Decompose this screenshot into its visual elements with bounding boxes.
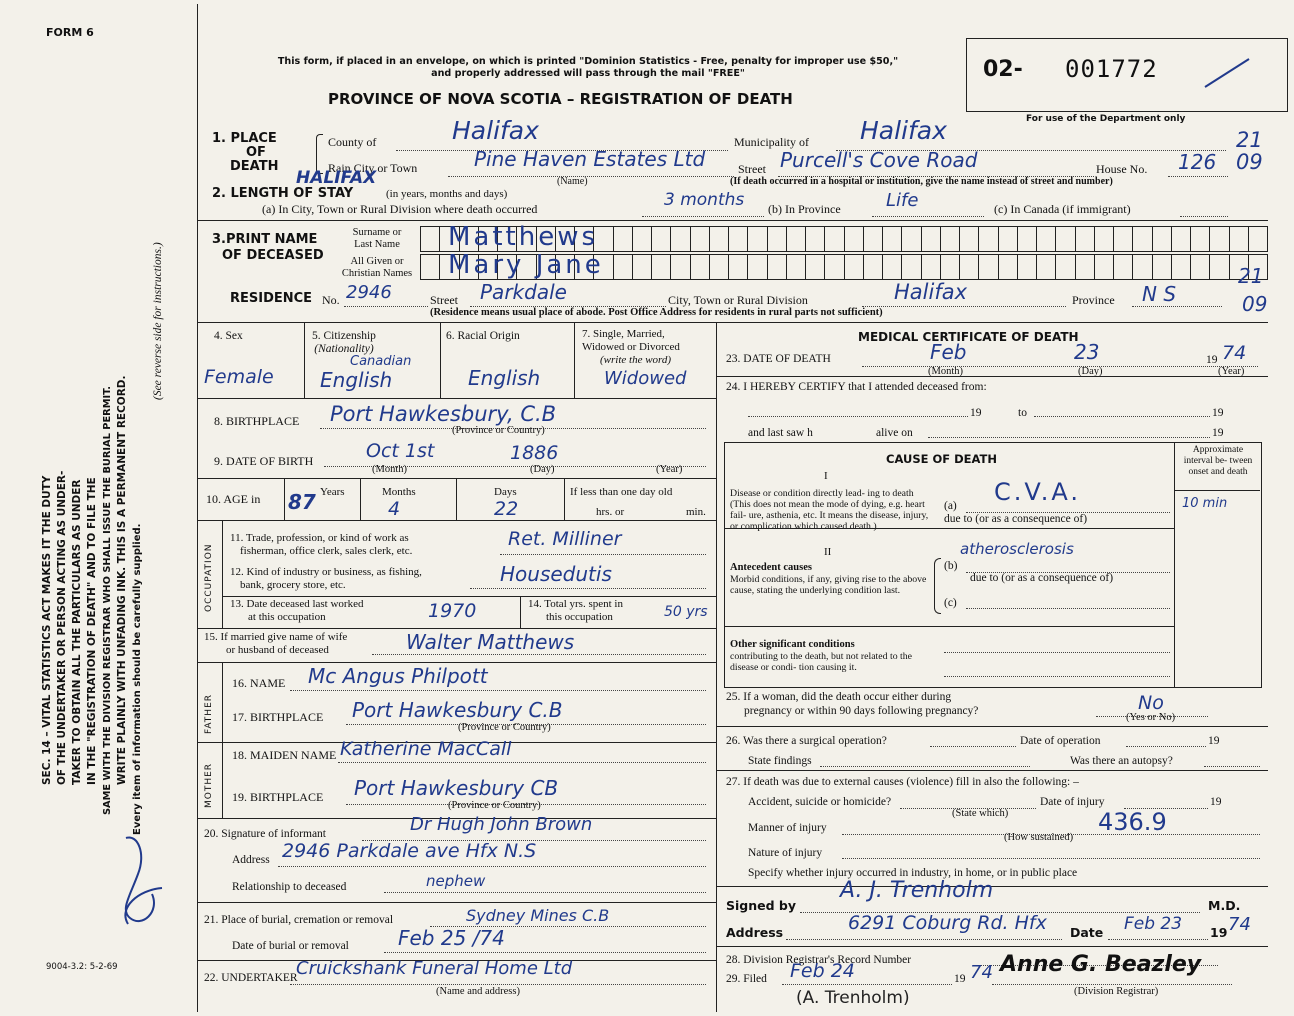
last-saw-label: and last saw h	[748, 427, 813, 439]
margin-signature-mark	[108, 828, 178, 938]
classification-code: 436.9	[1098, 808, 1167, 836]
father-name-value: Mc Angus Philpott	[308, 664, 488, 688]
dept-code-3: 21	[1238, 264, 1264, 288]
death-day-value: 23	[1074, 340, 1100, 364]
father-birthplace-label: 17. BIRTHPLACE	[232, 710, 324, 724]
age-days-label: Days	[494, 486, 517, 498]
surname-label: Surname or Last Name	[352, 227, 402, 250]
mother-birthplace-sublabel: (Province or Country)	[448, 800, 541, 811]
other-split-rule	[724, 626, 1174, 627]
manner-label: Manner of injury	[748, 822, 827, 834]
row23-bottom-rule	[716, 376, 1268, 377]
county-label: County of	[328, 135, 377, 149]
sex-divider	[304, 322, 305, 398]
total-years-label: 14. Total yrs. spent in this occupation	[528, 598, 623, 623]
row20-bottom-rule	[198, 902, 716, 903]
stay-b-label: (b) In Province	[768, 202, 841, 216]
residence-province-line	[1132, 306, 1222, 307]
trade-line	[500, 554, 706, 555]
stay-c-line	[1180, 216, 1228, 217]
registration-number: 001772	[1065, 55, 1158, 83]
trade-value: Ret. Milliner	[508, 528, 622, 550]
residence-street-value: Parkdale	[480, 280, 567, 304]
father-vertical-label: FATHER	[204, 693, 214, 734]
cause-split-rule	[724, 528, 1174, 529]
municipality-label: Municipality of	[734, 135, 809, 149]
stay-b-line	[872, 216, 984, 217]
undertaker-line	[290, 984, 706, 985]
death-date-label: 23. DATE OF DEATH	[726, 353, 831, 365]
residence-city-line	[862, 306, 1066, 307]
row4-bottom-rule	[198, 398, 716, 399]
mother-vertical-label: MOTHER	[204, 762, 214, 808]
cert-date-value: Feb 23	[1124, 914, 1183, 934]
nature-label: Nature of injury	[748, 847, 823, 859]
registration-check-mark	[1197, 53, 1257, 93]
side-instruction-line5: SAME WITH THE DIVISION REGISTRAR WHO SHALL ISSUE THE BURIAL PERMIT.	[102, 385, 113, 815]
relationship-value: nephew	[426, 872, 486, 890]
other-line-2	[944, 676, 1170, 677]
registrar-label: (Division Registrar)	[1074, 986, 1159, 997]
age-div-1	[284, 478, 285, 520]
stay-sublabel: (in years, months and days)	[386, 188, 508, 200]
residence-street-label: Street	[430, 293, 458, 307]
row26-bottom-rule	[716, 770, 1268, 771]
cert-date-label: Date	[1070, 925, 1104, 940]
informant-address-label: Address	[232, 854, 270, 866]
dob-year-label: (Year)	[656, 464, 683, 475]
antecedent-bracket	[934, 558, 941, 614]
q26-label: 26. Was there a surgical operation?	[726, 735, 887, 747]
cert-date-line	[1108, 939, 1208, 940]
cause-b-value: atherosclerosis	[960, 540, 1074, 558]
mother-maiden-line	[338, 762, 706, 763]
deceased-label: 3.PRINT NAME OF DECEASED	[212, 232, 324, 263]
cert-19: 19	[1210, 925, 1228, 940]
burial-place-value: Sydney Mines C.B	[466, 906, 610, 925]
q27-label: 27. If death was due to external causes (violence) fill in also the following: –	[726, 776, 1079, 788]
undertaker-sublabel: (Name and address)	[436, 986, 520, 997]
age-years-label: Years	[320, 486, 345, 498]
print-code: 9004-3.2: 5-2-69	[46, 962, 118, 972]
county-value: Halifax	[452, 116, 539, 145]
disease-label: Disease or condition directly lead- ing to death (This does not mean the mode of dying, e.g. heart fail- ure, asthenia, etc. It means the disease, injury, or complication which caused death.)	[730, 488, 929, 532]
row9-bottom-rule	[198, 478, 716, 479]
dob-month-label: (Month)	[372, 464, 407, 475]
registration-number-box	[966, 38, 1288, 112]
undertaker-label: 22. UNDERTAKER	[204, 972, 298, 984]
burial-date-label: Date of burial or removal	[232, 940, 349, 952]
burial-date-value: Feb 25 /74	[398, 926, 505, 950]
burial-place-label: 21. Place of burial, cremation or removal	[204, 914, 394, 926]
industry-line	[470, 588, 706, 589]
racial-value: English	[468, 366, 541, 390]
dob-label: 9. DATE OF BIRTH	[214, 454, 314, 468]
min-label: min.	[686, 506, 706, 518]
informant-signature-label: 20. Signature of informant	[204, 828, 327, 840]
trade-label: 11. Trade, profession, or kind of work as fisherman, office clerk, sales clerk, etc.	[230, 532, 413, 557]
age-div-4	[564, 478, 565, 520]
cause-b-label: (b)	[944, 560, 958, 572]
antecedent-label: Antecedent causes	[730, 562, 812, 573]
total-years-value: 50 yrs	[664, 604, 708, 620]
due-to-label-1: due to (or as a consequence of)	[944, 513, 1088, 525]
residence-no-line	[344, 306, 428, 307]
side-instruction-line4: IN THE "REGISTRATION OF DEATH" AND TO FILE THE	[86, 477, 98, 785]
margin-initial	[108, 828, 178, 938]
residence-city-value: Halifax	[894, 280, 968, 304]
marital-label: 7. Single, Married, Widowed or Divorced (write the word)	[582, 328, 680, 366]
main-grid-top-rule	[198, 322, 1268, 323]
age-months-value: 4	[388, 498, 401, 520]
signed-bottom-rule	[716, 946, 1268, 947]
md-label: M.D.	[1208, 898, 1241, 913]
death-year-label: (Year)	[1218, 366, 1245, 377]
q29-label: 29. Filed	[726, 973, 767, 985]
father-side-divider	[222, 662, 223, 742]
death-date-line	[862, 366, 1258, 367]
informant-address-value: 2946 Parkdale ave Hfx N.S	[282, 840, 537, 862]
dob-year-value: 1886	[510, 442, 559, 464]
racial-divider	[574, 322, 575, 398]
informant-signature-value: Dr Hugh John Brown	[410, 814, 593, 835]
last-worked-value: 1970	[428, 600, 477, 622]
spouse-line	[372, 654, 706, 655]
birthplace-label: 8. BIRTHPLACE	[214, 414, 300, 428]
side-instruction-line7: Every item of information should be carefully supplied.	[132, 523, 143, 835]
citizenship-value: English	[320, 368, 393, 392]
racial-label: 6. Racial Origin	[446, 330, 520, 342]
citizenship-over: Canadian	[350, 354, 412, 369]
row10-bottom-rule	[198, 520, 716, 521]
autopsy-label: Was there an autopsy?	[1070, 755, 1173, 767]
father-birthplace-value: Port Hawkesbury C.B	[352, 698, 563, 722]
residence-province-value: N S	[1142, 282, 1177, 306]
undertaker-value: Cruickshank Funeral Home Ltd	[296, 958, 573, 979]
institution-name-sublabel: (Name)	[557, 176, 588, 187]
q29-line	[782, 984, 952, 985]
given-label: All Given or Christian Names	[341, 256, 413, 279]
house-value: 126	[1178, 150, 1217, 174]
father-birthplace-sublabel: (Province or Country)	[458, 722, 551, 733]
street-label: Street	[738, 162, 766, 176]
house-line	[1168, 176, 1228, 177]
occupation-side-divider	[222, 520, 223, 628]
institution-note: (If death occurred in a hospital or institution, give the name instead of street and number)	[730, 176, 1113, 187]
death-year-prefix: 19	[1206, 354, 1218, 366]
institution-value: Pine Haven Estates Ltd	[474, 147, 706, 171]
physician-address-line	[786, 939, 1062, 940]
yes-no-label: (Yes or No)	[1126, 712, 1176, 723]
specify-label: Specify whether injury occurred in industry, in home, or in public place	[748, 867, 1078, 879]
occupation-13-14-divider	[520, 596, 521, 628]
form-number: FORM 6	[46, 26, 94, 39]
nature-line	[842, 858, 1260, 859]
other-conditions-label: Other significant conditions	[730, 639, 855, 650]
roman-1: I	[824, 470, 828, 482]
occupation-mid-rule	[222, 596, 716, 597]
industry-label: 12. Kind of industry or business, as fishing, bank, grocery store, etc.	[230, 566, 422, 591]
dept-use-label: For use of the Department only	[1026, 114, 1186, 124]
less-than-day-label: If less than one day old	[570, 486, 673, 498]
side-instruction-line8: (See reverse side for instructions.)	[152, 242, 164, 400]
interval-divider	[1174, 442, 1175, 688]
filed-value: Feb 24	[790, 960, 855, 982]
certify-line-1	[748, 416, 968, 417]
surname-value: Matthews	[448, 222, 599, 252]
row25-bottom-rule	[716, 726, 1268, 727]
medical-heading: MEDICAL CERTIFICATE OF DEATH	[858, 330, 1079, 344]
hrs-label: hrs. or	[596, 506, 625, 518]
relationship-line	[384, 892, 706, 893]
physician-address-value: 6291 Coburg Rd. Hfx	[848, 912, 1047, 934]
place-of-death-label: 1. PLACE OF DEATH	[212, 131, 279, 174]
sex-value: Female	[204, 366, 274, 388]
certify-19-b: 19	[1212, 407, 1224, 419]
cause-a-value: C.V.A.	[994, 478, 1081, 506]
other-conditions-text: contributing to the death, but not related to the disease or condi- tion causing it.	[730, 651, 913, 673]
side-instruction-line1: SEC. 14 – VITAL STATISTICS ACT MAKES IT THE DUTY	[41, 475, 53, 785]
birthplace-sublabel: (Province or Country)	[452, 425, 545, 436]
accident-label: Accident, suicide or homicide?	[748, 796, 892, 808]
side-instruction-line2: OF THE UNDERTAKER OR PERSON ACTING AS UNDER-	[56, 470, 68, 785]
age-months-label: Months	[382, 486, 416, 498]
mother-birthplace-value: Port Hawkesbury CB	[354, 776, 559, 800]
street-value: Purcell's Cove Road	[780, 148, 978, 172]
residence-label: RESIDENCE	[230, 291, 313, 306]
state-findings-label: State findings	[748, 755, 812, 767]
age-div-3	[456, 478, 457, 520]
antecedent-text: Morbid conditions, if any, giving rise to the above cause, stating the underlying condition last.	[730, 574, 927, 596]
injury-19: 19	[1210, 796, 1222, 808]
residence-province-label: Province	[1072, 293, 1115, 307]
dept-code-4: 09	[1242, 292, 1268, 316]
stay-b-value: Life	[886, 190, 919, 211]
certify-label: 24. I HEREBY CERTIFY that I attended deceased from:	[726, 381, 987, 393]
due-to-label-2: due to (or as a consequence of)	[970, 572, 1114, 584]
alive-line	[928, 437, 1210, 438]
informant-address-line	[278, 866, 706, 867]
industry-value: Housedutis	[500, 562, 612, 586]
signed-by-label: Signed by	[726, 898, 797, 913]
state-findings-line	[820, 766, 1030, 767]
dept-code-1: 21	[1236, 128, 1263, 152]
q28-label: 28. Division Registrar's Record Number	[726, 954, 912, 966]
section3-top-rule	[198, 220, 1268, 221]
autopsy-line	[1204, 766, 1260, 767]
residence-city-label: City, Town or Rural Division	[668, 293, 808, 307]
side-instruction-line6: WRITE PLAINLY WITH UNFADING INK. THIS IS A PERMANENT RECORD.	[116, 375, 128, 785]
marital-value: Widowed	[604, 368, 687, 389]
q26-line	[930, 746, 1016, 747]
mother-side-divider	[222, 742, 223, 818]
death-month-value: Feb	[930, 340, 967, 364]
state-which-label: (State which)	[952, 808, 1009, 819]
death-month-label: (Month)	[928, 366, 963, 377]
house-label: House No.	[1096, 162, 1148, 176]
alive-19: 19	[1212, 427, 1224, 439]
age-label: 10. AGE in	[206, 492, 261, 506]
stay-a-label: (a) In City, Town or Rural Division where death occurred	[262, 202, 538, 216]
city-handwritten: HALIFAX	[296, 168, 377, 188]
residence-no-value: 2946	[346, 282, 392, 303]
cause-c-label: (c)	[944, 597, 957, 609]
form-title: PROVINCE OF NOVA SCOTIA – REGISTRATION OF DEATH	[328, 90, 793, 108]
registrar-signature: Anne G. Beazley	[1000, 952, 1202, 977]
death-day-label: (Day)	[1078, 366, 1103, 377]
physician-address-label: Address	[726, 925, 784, 940]
certify-line-2	[1034, 416, 1210, 417]
age-years-value: 87	[288, 490, 316, 514]
row14-bottom-rule	[198, 628, 716, 629]
interval-label: Approximate interval be- tween onset and death	[1183, 445, 1253, 477]
cause-a-label: (a)	[944, 500, 957, 512]
registrar-line	[992, 984, 1232, 985]
alive-on-label: alive on	[876, 427, 913, 439]
stay-label: 2. LENGTH OF STAY	[212, 186, 354, 201]
registration-prefix: 02-	[983, 57, 1023, 82]
stay-c-label: (c) In Canada (if immigrant)	[994, 202, 1131, 216]
last-worked-label: 13. Date deceased last worked at this occupation	[230, 598, 364, 623]
birthplace-value: Port Hawkesbury, C.B	[330, 402, 557, 426]
certify-19-a: 19	[970, 407, 982, 419]
residence-note: (Residence means usual place of abode. Post Office Address for residents in rural parts not sufficient)	[430, 307, 883, 318]
form-left-border	[197, 4, 198, 1012]
certify-to-label: to	[1018, 407, 1027, 419]
roman-2: II	[824, 546, 832, 558]
row15-bottom-rule	[198, 662, 716, 663]
mail-notice: This form, if placed in an envelope, on which is printed "Dominion Statistics - Free, penalty for improper use $50," and properly addressed will pass through the mail "FREE"	[277, 56, 899, 79]
dob-day-label: (Day)	[530, 464, 555, 475]
mother-birthplace-label: 19. BIRTHPLACE	[232, 790, 324, 804]
spouse-value: Walter Matthews	[406, 630, 575, 654]
interval-bottom-rule	[1174, 490, 1260, 491]
cause-a-interval: 10 min	[1182, 496, 1228, 511]
stay-a-line	[642, 216, 764, 217]
q25-value: No	[1138, 692, 1164, 714]
father-name-label: 16. NAME	[232, 676, 286, 690]
op-date-label: Date of operation	[1020, 735, 1101, 747]
cause-c-line	[966, 608, 1170, 609]
stay-a-value: 3 months	[664, 190, 745, 210]
side-instruction-line3: TAKER TO OBTAIN ALL THE PARTICULARS AS UNDER	[71, 479, 83, 785]
city-line	[448, 176, 734, 177]
age-div-2	[360, 478, 361, 520]
spouse-label: 15. If married give name of wife or husband of deceased	[204, 631, 348, 656]
citizenship-label: 5. Citizenship (Nationality)	[312, 330, 376, 355]
death-year-value: 74	[1222, 342, 1247, 364]
dob-month-value: Oct 1st	[366, 440, 435, 462]
op-19: 19	[1208, 735, 1220, 747]
other-line-1	[944, 652, 1170, 653]
city-label: Rain City or Town	[328, 161, 418, 175]
mother-maiden-value: Katherine MacCall	[340, 738, 512, 760]
column-divider	[716, 322, 717, 1012]
filed-year-value: 74	[970, 962, 993, 983]
injury-date-label: Date of injury	[1040, 796, 1105, 808]
father-name-line	[290, 690, 706, 691]
relationship-label: Relationship to deceased	[232, 881, 347, 893]
cause-heading: CAUSE OF DEATH	[886, 452, 997, 466]
citizenship-divider	[440, 322, 441, 398]
dept-code-2: 09	[1236, 150, 1263, 174]
residence-no-label: No.	[322, 293, 340, 307]
bottom-note: (A. Trenholm)	[796, 988, 910, 1008]
filed-19: 19	[954, 973, 966, 985]
occupation-vertical-label: OCCUPATION	[204, 543, 214, 612]
mother-maiden-label: 18. MAIDEN NAME	[232, 748, 337, 762]
cert-year-value: 74	[1228, 914, 1251, 935]
signed-value: A. J. Trenholm	[840, 878, 994, 903]
q25-label: 25. If a woman, did the death occur either during pregnancy or within 90 days following pregnancy?	[726, 691, 979, 717]
given-value: Mary Jane	[448, 250, 604, 280]
municipality-value: Halifax	[860, 116, 947, 145]
sex-label: 4. Sex	[214, 330, 243, 342]
op-date-line	[1126, 746, 1206, 747]
age-days-value: 22	[494, 498, 519, 520]
burial-date-line	[384, 952, 706, 953]
sustained-label: (How sustained)	[1004, 832, 1074, 843]
